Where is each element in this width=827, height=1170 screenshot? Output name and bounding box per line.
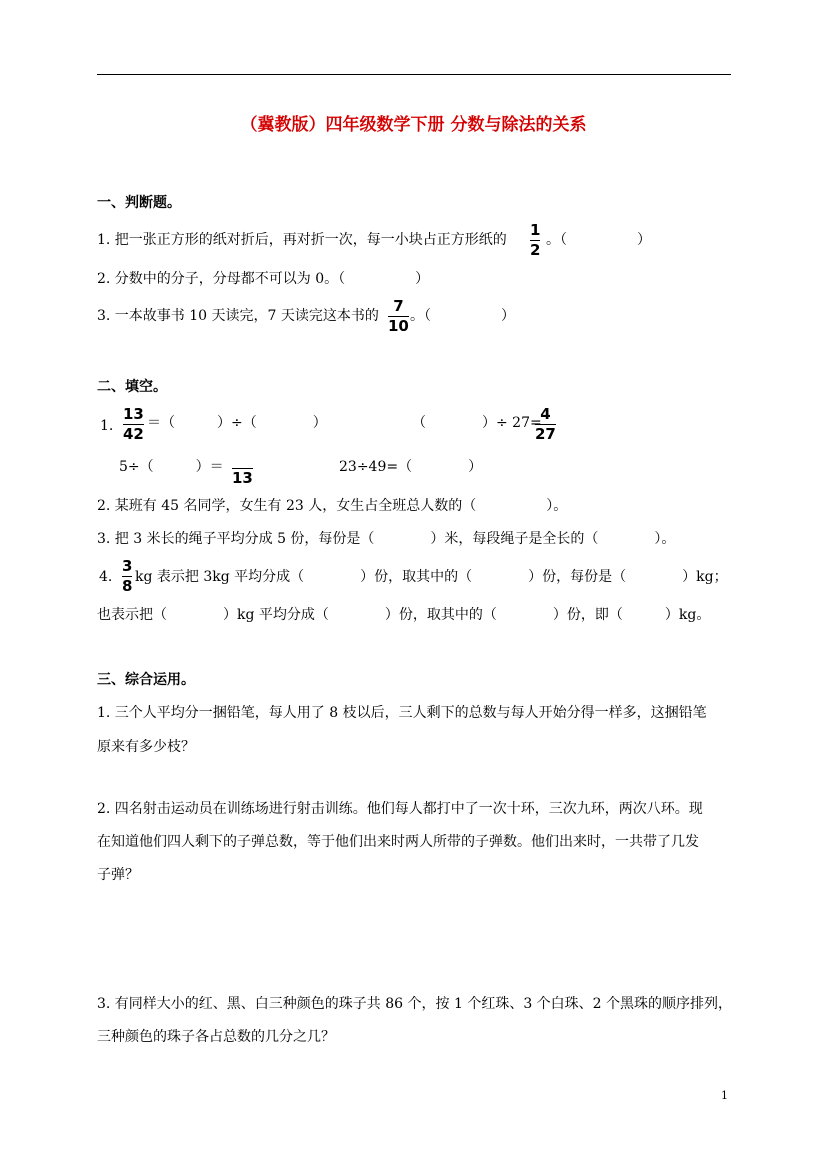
s2-q4-fraction bbox=[122, 559, 132, 594]
fraction-denominator: 42 bbox=[123, 425, 144, 443]
fraction-numerator: 7 bbox=[393, 297, 404, 315]
s3-q1-line2: 原来有多少枝？ bbox=[97, 739, 195, 755]
s2-q2-text: 2. 某班有 45 名同学，女生有 23 人，女生占全班总人数的（ ）。 bbox=[97, 498, 568, 514]
s1-q2-text: 2. 分数中的分子，分母都不可以为 0。（ ） bbox=[97, 271, 430, 287]
fraction-denominator: 27 bbox=[535, 425, 556, 443]
fraction-denominator: 13 bbox=[232, 469, 253, 487]
s1-q3-text: 3. 一本故事书 10 天读完，7 天读完这本书的 bbox=[97, 308, 379, 324]
s2-q1-c-text: 5÷（ ）＝ bbox=[119, 459, 224, 475]
fraction-denominator: 2 bbox=[530, 241, 541, 259]
page-title: （冀教版）四年级数学下册 分数与除法的关系 bbox=[240, 115, 587, 135]
s1-q1-fraction bbox=[530, 223, 540, 258]
s3-q1-line1: 1. 三个人平均分一捆铅笔，每人用了 8 枝以后，三人剩下的总数与每人开始分得一样多，这捆铅笔 bbox=[97, 705, 707, 721]
s3-q2-line2: 在知道他们四人剩下的子弹总数，等于他们出来时两人所带的子弹数。他们出来时，一共带了几发 bbox=[97, 834, 699, 850]
header-rule bbox=[97, 74, 731, 75]
fraction-numerator: 4 bbox=[540, 405, 551, 423]
s3-q3-line2: 三种颜色的珠子各占总数的几分之几？ bbox=[97, 1029, 335, 1045]
s2-q1-d-text: 23÷49=（ ） bbox=[339, 459, 483, 475]
s2-q1-b-text: （ ）÷ 27= bbox=[412, 415, 542, 431]
fraction-denominator: 8 bbox=[122, 577, 133, 595]
fraction-numerator: 1 bbox=[530, 221, 541, 239]
s2-q1-fraction-c bbox=[232, 451, 253, 486]
s3-q2-line1: 2. 四名射击运动员在训练场进行射击训练。他们每人都打中了一次十环，三次九环，两次八环。现 bbox=[97, 801, 703, 817]
section3-heading: 三、综合运用。 bbox=[97, 672, 195, 688]
fraction-numerator: 13 bbox=[123, 405, 144, 423]
s2-q1-a-text: ＝（ ）÷（ ） bbox=[147, 415, 327, 431]
s2-q4-line1: kg 表示把 3kg 平均分成（ ）份，取其中的（ ）份，每份是（ ）kg； bbox=[135, 569, 728, 585]
page-number: 1 bbox=[721, 1089, 728, 1102]
s1-q1-answer-blank: 。（ ） bbox=[546, 232, 651, 248]
section1-heading: 一、判断题。 bbox=[97, 195, 181, 211]
fraction-denominator: 10 bbox=[388, 317, 409, 335]
s1-q3-fraction bbox=[388, 299, 409, 334]
s3-q2-line3: 子弹？ bbox=[97, 867, 139, 883]
s2-q1-fraction-a bbox=[123, 407, 144, 442]
s2-q1-label: 1. bbox=[100, 418, 114, 434]
s1-q3-answer-blank: 。（ ） bbox=[410, 308, 515, 324]
s2-q1-fraction-b bbox=[535, 407, 556, 442]
fraction-numerator: 3 bbox=[122, 557, 133, 575]
s2-q4-label: 4. bbox=[99, 569, 113, 585]
s1-q1-text: 1. 把一张正方形的纸对折后，再对折一次，每一小块占正方形纸的 bbox=[97, 232, 507, 248]
s3-q3-line1: 3. 有同样大小的红、黑、白三种颜色的珠子共 86 个，按 1 个红珠、3 个白珠、2 个黑珠的顺序排列， bbox=[97, 996, 733, 1012]
s2-q4-line2: 也表示把（ ）kg 平均分成（ ）份，取其中的（ ）份，即（ ）kg。 bbox=[97, 607, 711, 623]
fraction-numerator-blank bbox=[232, 451, 253, 466]
s2-q3-text: 3. 把 3 米长的绳子平均分成 5 份，每份是（ ）米，每段绳子是全长的（ ）。 bbox=[97, 531, 676, 547]
section2-heading: 二、填空。 bbox=[97, 379, 167, 395]
